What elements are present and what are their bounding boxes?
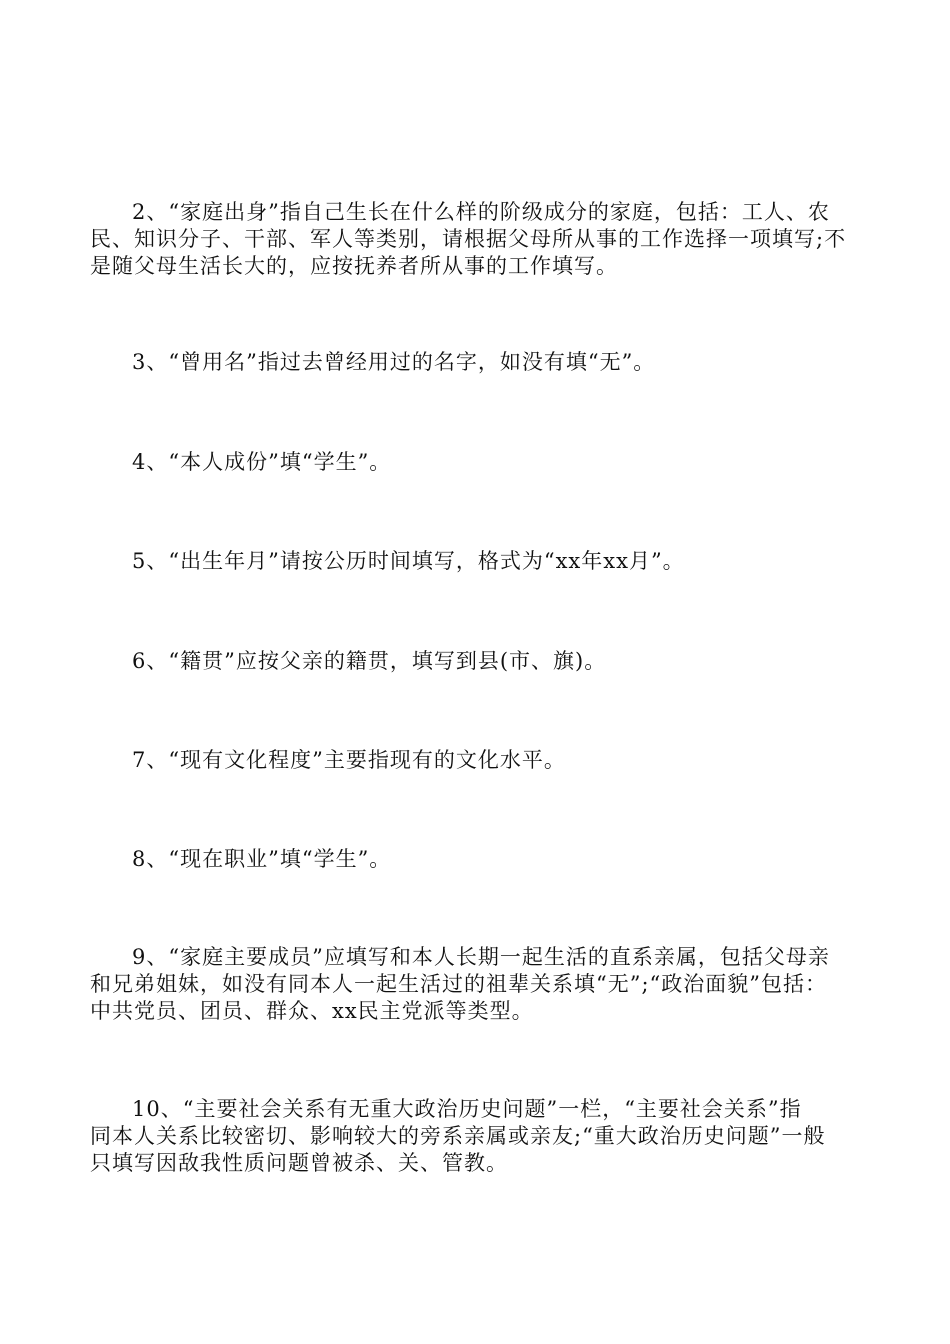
paragraph-line: 8、“现在职业”填“学生”。 xyxy=(132,847,392,871)
paragraph-7 xyxy=(90,747,874,774)
paragraph-line: 民、知识分子、干部、军人等类别，请根据父母所从事的工作选择一项填写;不 xyxy=(90,227,847,251)
paragraph-line: 和兄弟姐妹，如没有同本人一起生活过的祖辈关系填“无”;“政治面貌”包括： xyxy=(90,972,828,996)
paragraph-line: 2、“家庭出身”指自己生长在什么样的阶级成分的家庭，包括：工人、农 xyxy=(132,200,830,224)
paragraph-5 xyxy=(90,548,874,575)
paragraph-10 xyxy=(90,1096,874,1177)
paragraph-line: 4、“本人成份”填“学生”。 xyxy=(132,450,392,474)
paragraph-line: 只填写因敌我性质问题曾被杀、关、管教。 xyxy=(90,1151,508,1175)
paragraph-line: 10、“主要社会关系有无重大政治历史问题”一栏，“主要社会关系”指 xyxy=(132,1097,802,1121)
paragraph-2 xyxy=(90,199,874,280)
paragraph-line: 5、“出生年月”请按公历时间填写，格式为“xx年xx月”。 xyxy=(132,549,685,573)
paragraph-line: 7、“现有文化程度”主要指现有的文化水平。 xyxy=(132,748,566,772)
paragraph-6 xyxy=(90,648,874,675)
paragraph-3 xyxy=(90,349,874,376)
paragraph-line: 3、“曾用名”指过去曾经用过的名字，如没有填“无”。 xyxy=(132,350,656,374)
paragraph-line: 同本人关系比较密切、影响较大的旁系亲属或亲友;“重大政治历史问题”一般 xyxy=(90,1124,826,1148)
paragraph-line: 9、“家庭主要成员”应填写和本人长期一起生活的直系亲属，包括父母亲 xyxy=(132,945,830,969)
paragraph-8 xyxy=(90,846,874,873)
paragraph-line: 中共党员、团员、群众、xx民主党派等类型。 xyxy=(90,999,534,1023)
paragraph-line: 是随父母生活长大的，应按抚养者所从事的工作填写。 xyxy=(90,254,618,278)
paragraph-line: 6、“籍贯”应按父亲的籍贯，填写到县(市、旗)。 xyxy=(132,649,607,673)
paragraph-9 xyxy=(90,944,874,1025)
paragraph-4 xyxy=(90,449,874,476)
